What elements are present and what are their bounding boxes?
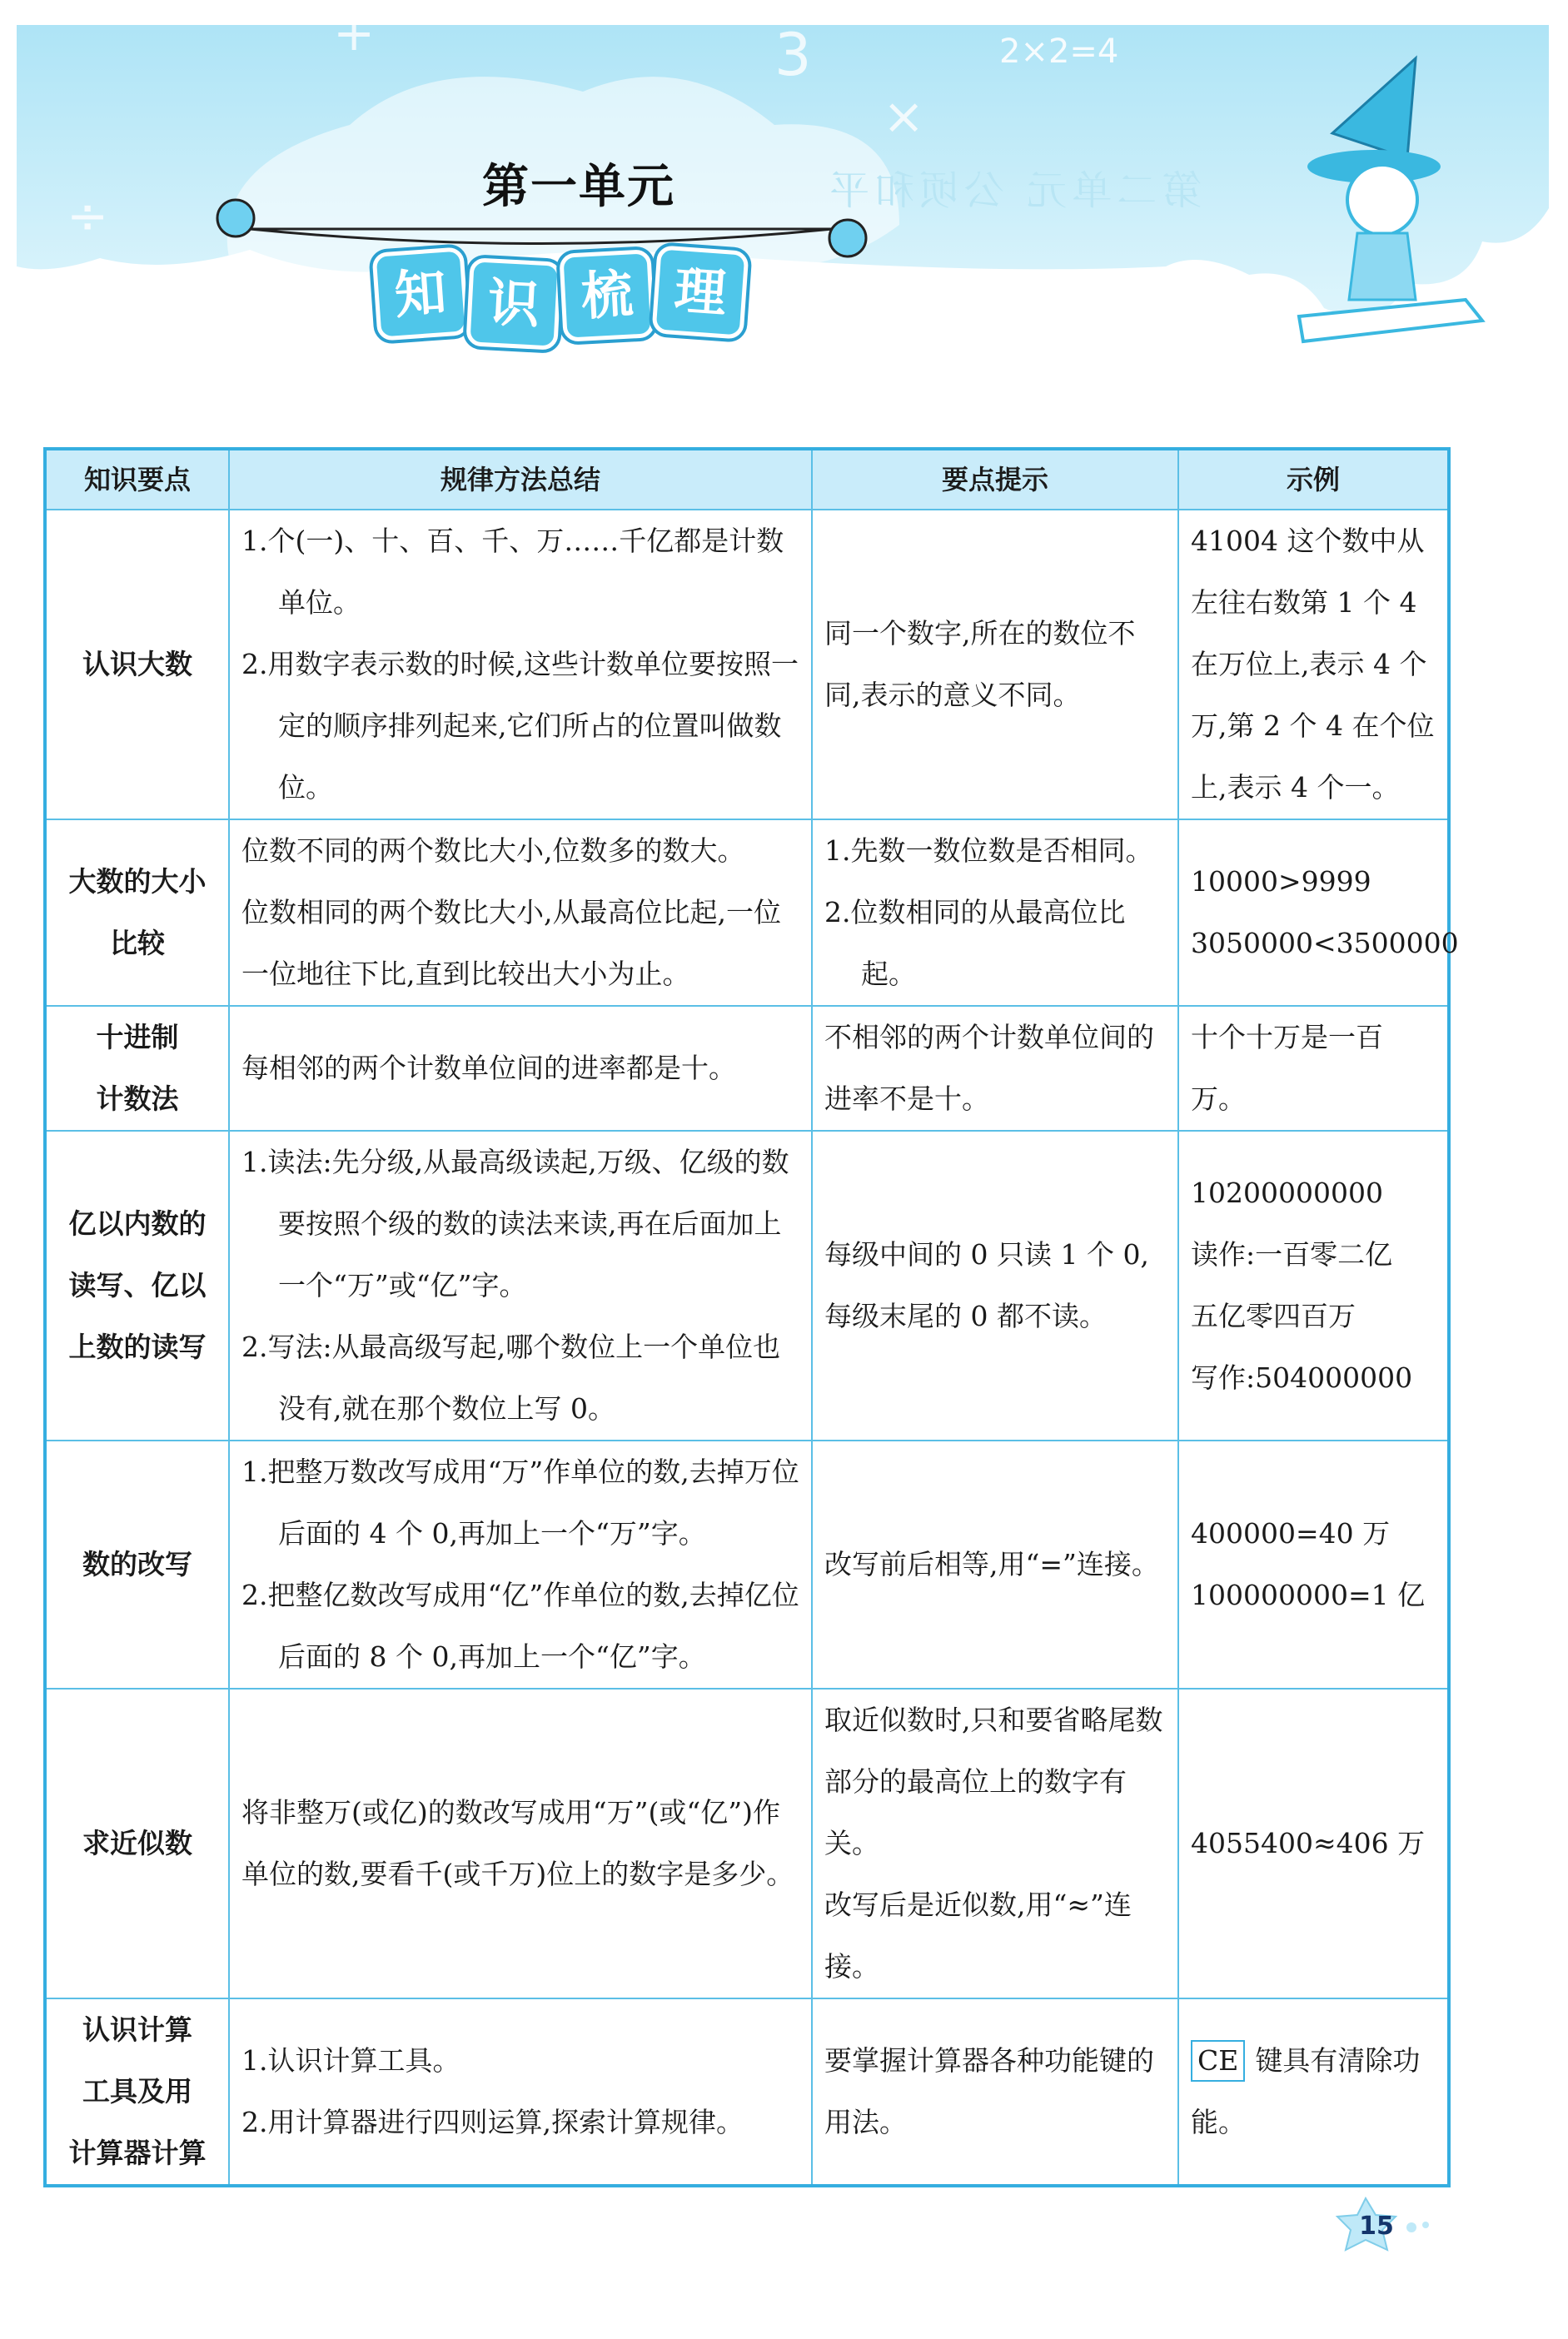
- tips-cell: [812, 1689, 1178, 1998]
- examples-cell: [1178, 1998, 1449, 2186]
- topic-text: 读写、亿以: [68, 1269, 207, 1301]
- method-item: 2.把整亿数改写成用“亿”作单位的数,去掉亿位后面的 8 个 0,再加上一个“亿”字。: [241, 1579, 799, 1673]
- method-item: 位数相同的两个数比大小,从最高位比起,一位一位地往下比,直到比较出大小为止。: [241, 896, 781, 990]
- tip-item: 每级末尾的 0 都不读。: [824, 1300, 1107, 1332]
- column-header-topic: 知识要点: [45, 449, 229, 510]
- table-row: [45, 1006, 1449, 1131]
- tip-item: 改写后是近似数,用“≈”连接。: [824, 1889, 1132, 1983]
- topic-text: 上数的读写: [68, 1331, 207, 1363]
- page-number: 15: [1359, 2212, 1394, 2241]
- topic-cell: [45, 1131, 229, 1441]
- svg-text:+: +: [333, 4, 376, 62]
- example-item: 五亿零四百万: [1191, 1300, 1356, 1332]
- topic-text: 求近似数: [82, 1827, 192, 1859]
- svg-text:3: 3: [774, 21, 812, 89]
- column-header-tips: 要点提示: [812, 449, 1178, 510]
- example-item: 41004 这个数中从左往右数第 1 个 4 在万位上,表示 4 个万,第 2 个 4 在个位上,表示 4 个一。: [1191, 525, 1435, 804]
- table-header-row: [45, 449, 1449, 510]
- example-item: 读作:一百零二亿: [1191, 1238, 1393, 1271]
- example-item: 十个十万是一百万。: [1191, 1021, 1383, 1115]
- method-item: 将非整万(或亿)的数改写成用“万”(或“亿”)作单位的数,要看千(或千万)位上的数字是多少。: [241, 1796, 794, 1890]
- method-item: 每相邻的两个计数单位间的进率都是十。: [241, 1052, 736, 1084]
- example-item: 100000000=1 亿: [1191, 1579, 1426, 1611]
- tip-item: 改写前后相等,用“=”连接。: [824, 1548, 1159, 1580]
- method-item: 2.用计算器进行四则运算,探索计算规律。: [241, 2106, 744, 2138]
- column-header-examples: 示例: [1178, 449, 1449, 510]
- table-row: [45, 819, 1449, 1006]
- topic-cell: [45, 510, 229, 819]
- knowledge-summary-table: [43, 447, 1459, 2187]
- ce-key-label: CE: [1191, 2040, 1245, 2082]
- topic-cell: [45, 1689, 229, 1998]
- svg-text:2×2=4: 2×2=4: [999, 32, 1119, 71]
- topic-cell: [45, 1441, 229, 1689]
- tips-cell: [812, 1441, 1178, 1689]
- svg-text:×: ×: [883, 87, 925, 146]
- cloud-background: [0, 0, 1568, 358]
- methods-cell: [229, 1131, 812, 1441]
- section-tag: 识: [465, 257, 561, 351]
- unit-title: 第一单元: [482, 160, 675, 214]
- examples-cell: [1178, 1131, 1449, 1441]
- example-item: 键具有清除功能。: [1191, 2044, 1421, 2138]
- examples-cell: [1178, 510, 1449, 819]
- methods-cell: [229, 510, 812, 819]
- example-item: 写作:504000000: [1191, 1361, 1413, 1394]
- topic-text: 认识计算: [82, 2013, 192, 2046]
- tips-cell: [812, 1131, 1178, 1441]
- topic-cell: [45, 1998, 229, 2186]
- section-tag: 理: [651, 245, 749, 339]
- method-item: 2.用数字表示数的时候,这些计数单位要按照一定的顺序排列起来,它们所占的位置叫做数位。: [241, 648, 799, 804]
- tip-item: 每级中间的 0 只读 1 个 0,: [824, 1238, 1149, 1271]
- mirrored-bleed-text: 第二单元 公顷和平: [824, 167, 1202, 214]
- section-tag: 知: [371, 246, 469, 341]
- table-row: [45, 1998, 1449, 2186]
- topic-text: 认识大数: [82, 648, 192, 680]
- tip-item: 同一个数字,所在的数位不同,表示的意义不同。: [824, 617, 1136, 711]
- column-header-methods: 规律方法总结: [229, 449, 812, 510]
- tips-cell: [812, 1998, 1178, 2186]
- topic-cell: [45, 819, 229, 1006]
- tips-cell: [812, 510, 1178, 819]
- topic-text: 计数法: [96, 1082, 179, 1115]
- tip-item: 1.先数一数位数是否相同。: [824, 834, 1153, 867]
- tips-cell: [812, 819, 1178, 1006]
- table-row: [45, 1689, 1449, 1998]
- method-item: 2.写法:从最高级写起,哪个数位上一个单位也没有,就在那个数位上写 0。: [241, 1331, 781, 1425]
- example-item: 400000=40 万: [1191, 1517, 1391, 1550]
- methods-cell: [229, 819, 812, 1006]
- tip-item: 2.位数相同的从最高位比起。: [824, 896, 1126, 990]
- header-banner: [0, 0, 1568, 358]
- examples-cell: [1178, 819, 1459, 1006]
- svg-text:÷: ÷: [67, 187, 109, 246]
- example-item: 3050000<3500000: [1191, 927, 1459, 959]
- topic-text: 大数的大小: [68, 865, 207, 898]
- example-item: 10200000000: [1191, 1177, 1383, 1209]
- tip-item: 要掌握计算器各种功能键的用法。: [824, 2044, 1154, 2138]
- examples-cell: [1178, 1689, 1449, 1998]
- tips-cell: [812, 1006, 1178, 1131]
- examples-cell: [1178, 1441, 1449, 1689]
- example-item: 10000>9999: [1191, 865, 1371, 898]
- method-item: 1.把整万数改写成用“万”作单位的数,去掉万位后面的 4 个 0,再加上一个“万”字。: [241, 1456, 799, 1550]
- example-item: 4055400≈406 万: [1191, 1827, 1426, 1859]
- methods-cell: [229, 1006, 812, 1131]
- method-item: 1.认识计算工具。: [241, 2044, 460, 2077]
- topic-text: 十进制: [96, 1021, 179, 1053]
- methods-cell: [229, 1689, 812, 1998]
- methods-cell: [229, 1998, 812, 2186]
- method-item: 位数不同的两个数比大小,位数多的数大。: [241, 834, 745, 867]
- method-item: 1.个(一)、十、百、千、万……千亿都是计数单位。: [241, 525, 784, 619]
- topic-text: 亿以内数的: [68, 1207, 207, 1240]
- topic-cell: [45, 1006, 229, 1131]
- method-item: 1.读法:先分级,从最高级读起,万级、亿级的数要按照个级的数的读法来读,再在后面加上一个“万”或“亿”字。: [241, 1146, 789, 1301]
- topic-text: 计算器计算: [68, 2137, 207, 2169]
- topic-text: 数的改写: [82, 1548, 192, 1580]
- topic-text: 工具及用: [82, 2075, 192, 2108]
- table-row: [45, 1441, 1449, 1689]
- topic-text: 比较: [110, 927, 165, 959]
- tip-item: 取近似数时,只和要省略尾数部分的最高位上的数字有关。: [824, 1704, 1163, 1859]
- tip-item: 不相邻的两个计数单位间的进率不是十。: [824, 1021, 1154, 1115]
- table-row: [45, 510, 1449, 819]
- methods-cell: [229, 1441, 812, 1689]
- section-tag: 梳: [559, 249, 655, 342]
- examples-cell: [1178, 1006, 1449, 1131]
- table-row: [45, 1131, 1449, 1441]
